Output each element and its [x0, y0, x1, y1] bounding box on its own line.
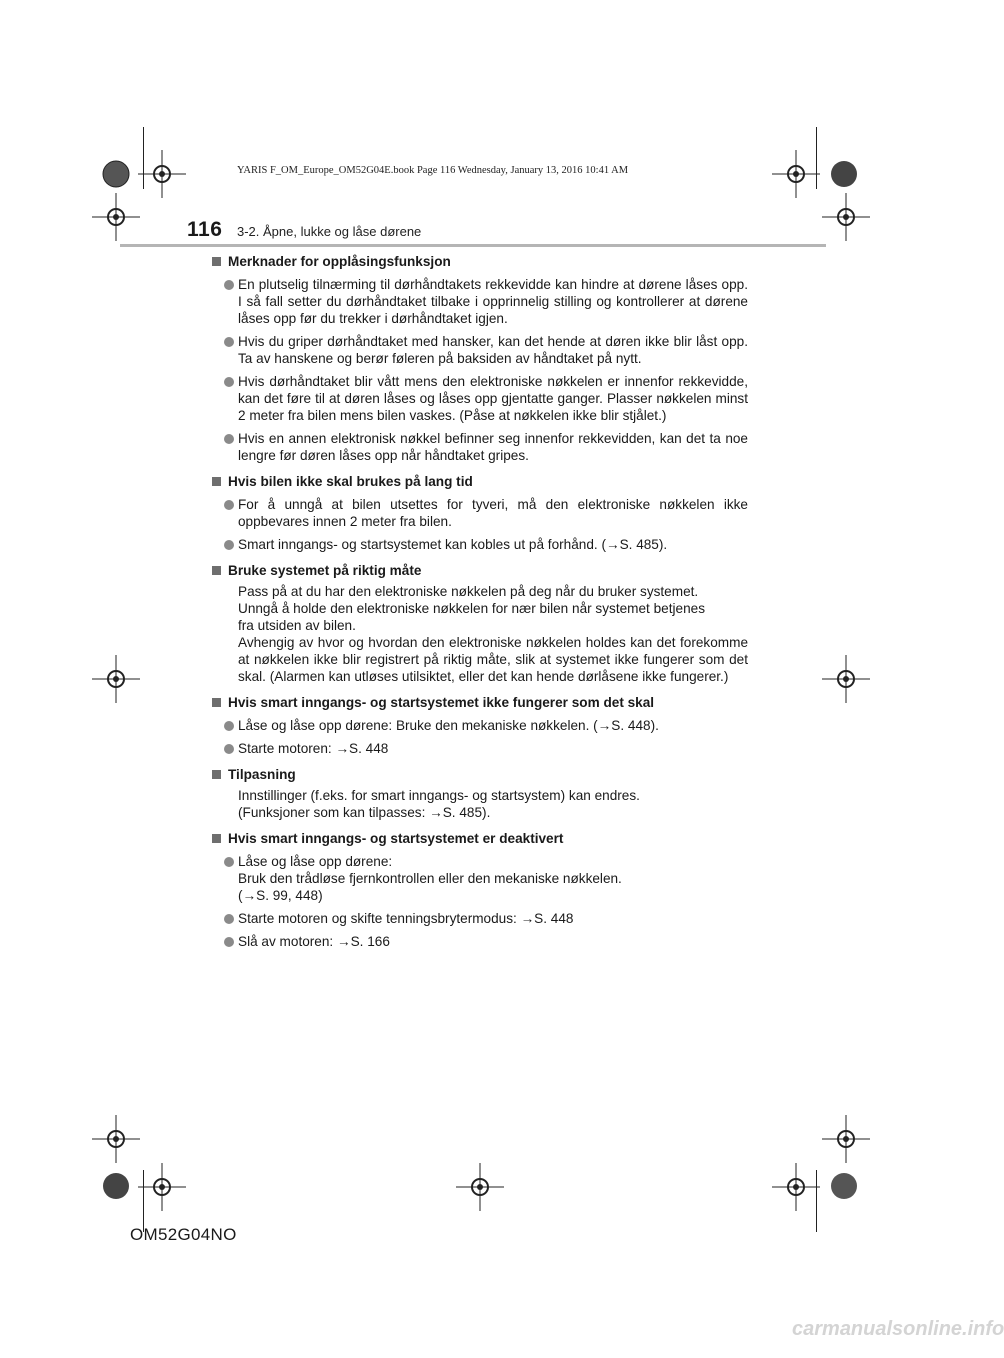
section-heading: Hvis smart inngangs- og startsystemet er deaktivert: [212, 830, 748, 847]
section-heading: Tilpasning: [212, 766, 748, 783]
round-bullet-icon: [224, 500, 234, 510]
registration-mark-bottom-right-disc: [830, 1172, 858, 1200]
crosshair-mark-right-lower: [822, 1115, 870, 1163]
section-heading: Merknader for opplåsingsfunksjon: [212, 253, 748, 270]
trim-line-top-left-vertical: [143, 127, 144, 189]
registration-mark-top-right-disc: [830, 160, 858, 188]
crosshair-mark-bottom-left: [138, 1163, 186, 1211]
square-bullet-icon: [212, 257, 221, 266]
square-bullet-icon: [212, 477, 221, 486]
round-bullet-icon: [224, 914, 234, 924]
round-bullet-icon: [224, 937, 234, 947]
round-bullet-icon: [224, 337, 234, 347]
paragraph: Avhengig av hvor og hvordan den elektroniske nøkkelen holdes kan det forekomme at nøkkelen ikke blir registrert på riktig måte, slik at systemet ikke fungerer som det skal. (Alarmen kan utløses utilsiktet, eller det kan hende dørlåsene ikke fungerer.): [238, 635, 748, 684]
crosshair-mark-left-lower: [92, 1115, 140, 1163]
crosshair-mark-right-upper: [822, 193, 870, 241]
registration-mark-bottom-left-disc: [102, 1172, 130, 1200]
list-item: Starte motoren og skifte tenningsbrytermodus: →S. 448: [212, 910, 748, 927]
round-bullet-icon: [224, 434, 234, 444]
list-item: For å unngå at bilen utsettes for tyveri, må den elektroniske nøkkelen ikke oppbevares innen 2 meter fra bilen.: [212, 496, 748, 530]
list-item: Slå av motoren: →S. 166: [212, 933, 748, 950]
crosshair-mark-right-middle: [822, 655, 870, 703]
trim-line-bottom-right-vertical: [816, 1170, 817, 1232]
round-bullet-icon: [224, 857, 234, 867]
list-item: Låse og låse opp dørene: Bruke den mekaniske nøkkelen. (→S. 448).: [212, 717, 748, 734]
list-item: Hvis du griper dørhåndtaket med hansker, kan det hende at døren ikke blir låst opp. Ta av hanskene og berør føleren på baksiden av håndtaket på nytt.: [212, 333, 748, 367]
main-content: [212, 253, 748, 950]
crosshair-mark-left-middle: [92, 655, 140, 703]
square-bullet-icon: [212, 834, 221, 843]
trim-line-bottom-left-vertical: [143, 1170, 144, 1232]
crosshair-mark-top-right: [772, 150, 820, 198]
round-bullet-icon: [224, 721, 234, 731]
section-heading: Bruke systemet på riktig måte: [212, 562, 748, 579]
registration-mark-top-left-disc: [102, 160, 130, 188]
document-code: OM52G04NO: [130, 1225, 237, 1244]
square-bullet-icon: [212, 698, 221, 707]
list-item: Hvis en annen elektronisk nøkkel befinner seg innenfor rekkevidden, kan det ta noe lengre før døren låses opp når håndtaket gripes.: [212, 430, 748, 464]
section-title: 3-2. Åpne, lukke og låse dørene: [237, 224, 422, 239]
crosshair-mark-bottom-center: [456, 1163, 504, 1211]
list-item: Smart inngangs- og startsystemet kan kobles ut på forhånd. (→S. 485).: [212, 536, 748, 553]
crosshair-mark-top-left: [138, 150, 186, 198]
crosshair-mark-left-upper: [92, 193, 140, 241]
round-bullet-icon: [224, 540, 234, 550]
print-info-line: YARIS F_OM_Europe_OM52G04E.book Page 116 Wednesday, January 13, 2016 10:41 AM: [237, 165, 629, 176]
list-item: En plutselig tilnærming til dørhåndtakets rekkevidde kan hindre at dørene låses opp. I så fall setter du dørhåndtaket tilbake i opprinnelig stilling og kontrollerer at dørene låses opp før du trekker i dørhåndtaket igjen.: [212, 276, 748, 327]
list-item: Låse og låse opp dørene: Bruk den trådløse fjernkontrollen eller den mekaniske nøkkelen. (→S. 99, 448): [212, 853, 748, 904]
list-item: Starte motoren: →S. 448: [212, 740, 748, 757]
paragraph: Pass på at du har den elektroniske nøkkelen på deg når du bruker systemet. Unngå å holde den elektroniske nøkkelen for nær bilen når systemet betjenes fra utsiden av bilen.: [238, 584, 705, 633]
section-heading: Hvis bilen ikke skal brukes på lang tid: [212, 473, 748, 490]
header-rule: [120, 244, 826, 247]
section-heading: Hvis smart inngangs- og startsystemet ikke fungerer som det skal: [212, 694, 748, 711]
crosshair-mark-bottom-right: [772, 1163, 820, 1211]
list-item: Hvis dørhåndtaket blir vått mens den elektroniske nøkkelen er innenfor rekkevidde, kan det føre til at døren låses og låses opp gjentatte ganger. Plasser nøkkelen minst 2 meter fra bilen mens bilen vaskes. (Påse at nøkkelen ikke blir stjålet.): [212, 373, 748, 424]
round-bullet-icon: [224, 280, 234, 290]
trim-line-top-right-vertical: [816, 127, 817, 189]
paragraph: Innstillinger (f.eks. for smart inngangs- og startsystem) kan endres. (Funksjoner som kan tilpasses: →S. 485).: [238, 788, 640, 820]
round-bullet-icon: [224, 377, 234, 387]
square-bullet-icon: [212, 770, 221, 779]
page-number: 116: [187, 218, 223, 241]
watermark: carmanualsonline.info: [792, 1318, 1004, 1340]
square-bullet-icon: [212, 566, 221, 575]
round-bullet-icon: [224, 744, 234, 754]
